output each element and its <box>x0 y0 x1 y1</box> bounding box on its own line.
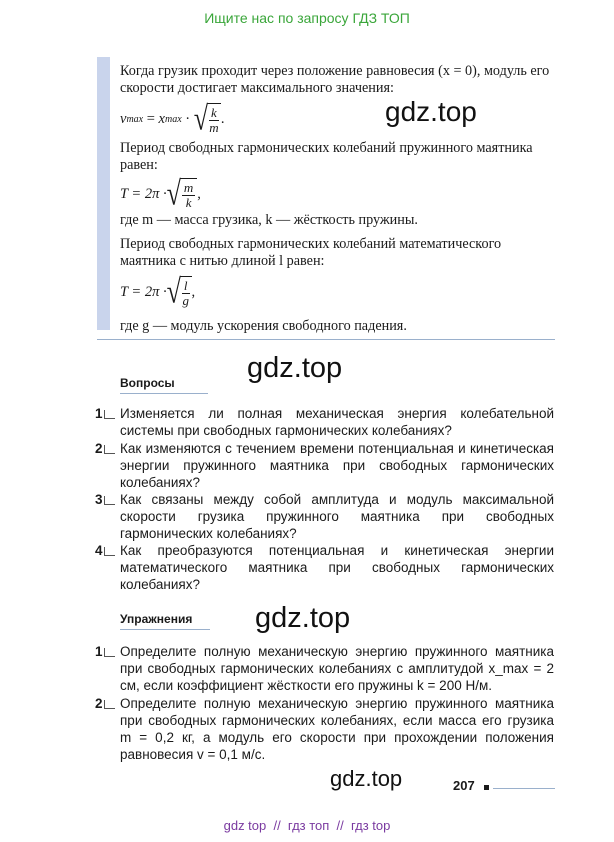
formula-x: x <box>158 110 165 127</box>
sqrt-l-over-g: √ $\frac{l}{g}$ <box>167 276 192 308</box>
frac-den: m <box>209 120 219 135</box>
page-line <box>493 788 555 789</box>
watermark-4: gdz.top <box>330 766 403 791</box>
questions-title-underline <box>120 393 208 394</box>
question-1-tick <box>104 410 115 419</box>
frac-num: m <box>183 180 194 195</box>
exercise-1-text: Определите полную механическую энергию пружинного маятника при свободных гармонических колебаниях с амплитудой x_max = 2 см, если коэффициент жёсткости его пружины k = 200 Н/м. <box>120 644 554 693</box>
formula-v-sub: max <box>126 113 144 125</box>
question-1-text: Изменяется ли полная механическая энергия колебательной системы при свободных гармонических колебаниях? <box>120 406 554 438</box>
footer-links[interactable]: gdz top // гдз топ // гдз top <box>223 818 391 833</box>
page-number: 207 <box>453 778 475 793</box>
watermark-3: gdz.top <box>255 602 351 634</box>
formula-v: v <box>120 110 127 127</box>
questions-title: Вопросы <box>120 376 175 390</box>
question-4-number: 4 <box>95 543 103 558</box>
theory-paragraph-4: Период свободных гармонических колебаний математического маятника с нитью длиной l равен: <box>120 236 502 269</box>
watermark-1: gdz.top <box>385 96 477 127</box>
frac-den: k <box>185 195 192 210</box>
theory-paragraph-1: Когда грузик проходит через положение равновесия (x = 0), модуль его скорости достигает максимального значения: <box>120 63 550 96</box>
sqrt-m-over-k: √ $\frac{m}{k}$ <box>167 178 198 210</box>
exercise-2-number: 2 <box>95 696 103 711</box>
formula-end: , <box>197 185 201 202</box>
formula-dot: · <box>181 110 194 127</box>
formula-T: T = 2π · <box>120 283 167 300</box>
formula-period-math <box>120 272 196 311</box>
formula-eq: = <box>143 110 159 127</box>
page-marker <box>484 785 489 790</box>
question-4-text: Как преобразуются потенциальная и кинетическая энергии математического маятника при свободных гармонических колебаниях? <box>120 543 554 592</box>
frac-num: k <box>211 105 217 120</box>
formula-end: . <box>220 110 225 127</box>
theory-paragraph-5: где g — модуль ускорения свободного падения. <box>120 318 407 334</box>
theory-paragraph-3: где m — масса грузика, k — жёсткость пружины. <box>120 212 418 228</box>
formula-end: , <box>191 283 196 300</box>
question-2-number: 2 <box>95 441 103 456</box>
question-3-text: Как связаны между собой амплитуда и модуль максимальной скорости грузика пружинного маятника при свободных гармонических колебаниях? <box>120 492 554 541</box>
frac-num: l <box>183 278 188 293</box>
exercises-title-underline <box>120 629 210 630</box>
question-1-number: 1 <box>95 406 103 421</box>
exercise-2-tick <box>104 700 115 709</box>
formula-x-sub: max <box>164 113 182 125</box>
question-2-tick <box>104 445 115 454</box>
formula-vmax <box>120 99 225 138</box>
question-3-number: 3 <box>95 492 103 507</box>
question-4-tick <box>104 547 115 556</box>
exercise-1-number: 1 <box>95 644 103 659</box>
frac-den: g <box>182 293 189 308</box>
exercise-2-text: Определите полную механическую энергию пружинного маятника при свободных гармонических колебаниях, если масса его грузика m = 0,2 кг, а модуль его скорости при прохождении положения равновесия v = 0,1 м/с. <box>120 696 554 762</box>
question-3-tick <box>104 496 115 505</box>
exercises-title: Упражнения <box>120 612 193 626</box>
watermark-2: gdz.top <box>247 352 343 384</box>
formula-period-spring <box>120 174 201 213</box>
sqrt-k-over-m: √ $\frac{k}{m}$ <box>194 103 221 135</box>
question-2-text: Как изменяются с течением времени потенциальная и кинетическая энергии пружинного маятника при свободных гармонических колебаниях? <box>120 441 554 490</box>
top-banner[interactable]: Ищите нас по запросу ГДЗ ТОП <box>204 10 410 26</box>
formula-T: T = 2π · <box>120 185 167 202</box>
theory-paragraph-2: Период свободных гармонических колебаний пружинного маятника равен: <box>120 140 533 173</box>
exercise-1-tick <box>104 648 115 657</box>
